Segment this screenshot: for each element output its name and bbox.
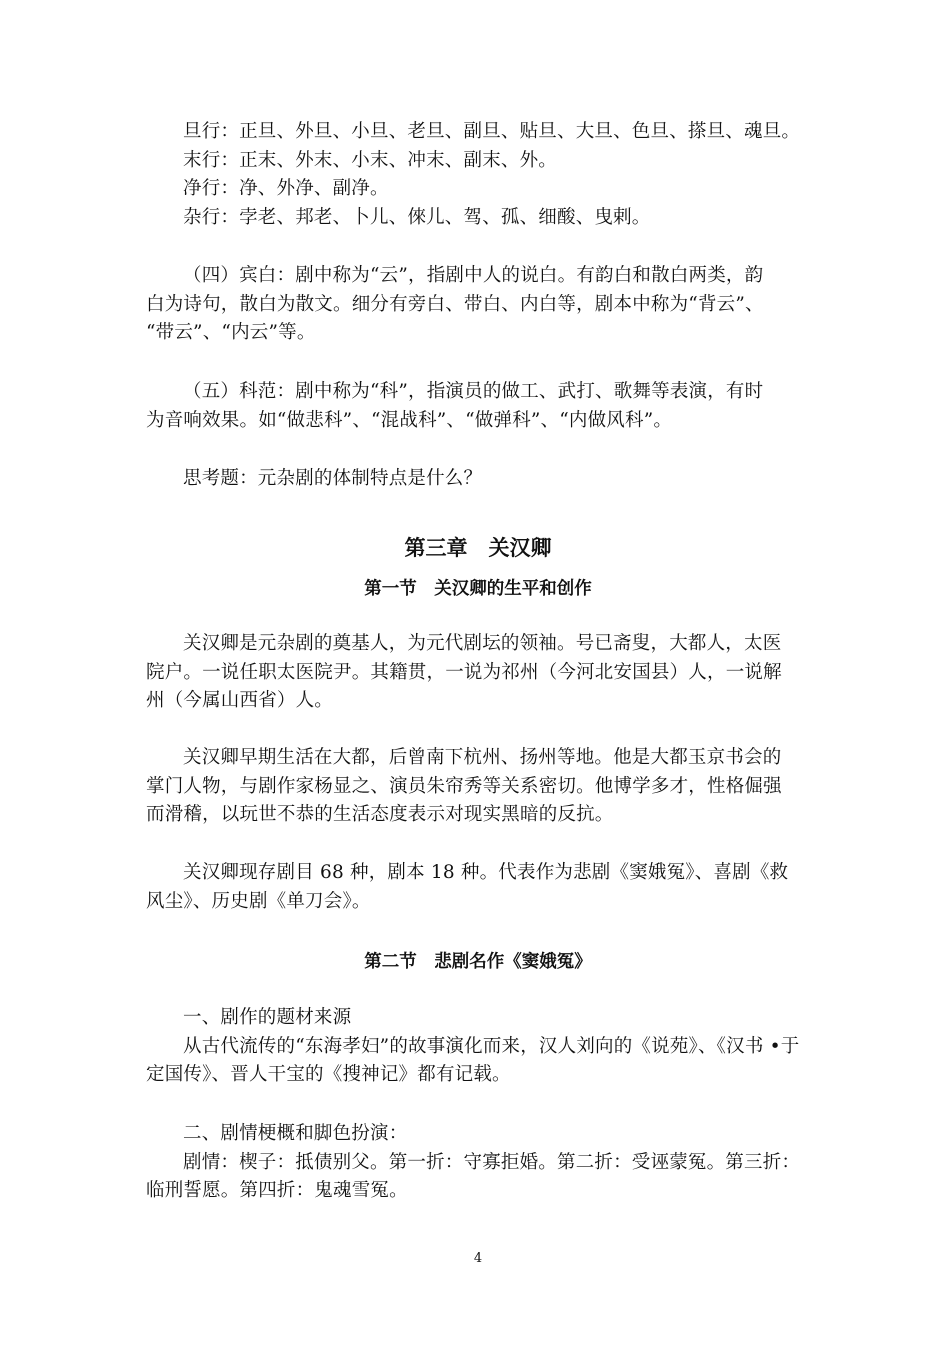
role-jing: 净行：净、外净、副净。 xyxy=(183,178,389,199)
role-dan: 旦行：正旦、外旦、小旦、老旦、副旦、贴旦、大旦、色旦、搽旦、魂旦。 xyxy=(183,121,801,142)
plot-section xyxy=(146,1120,810,1206)
binbai-line-1: （四）宾白：剧中称为“云”，指剧中人的说白。有韵白和散白两类，韵 xyxy=(183,265,764,286)
role-za: 杂行：孛老、邦老、卜儿、倈儿、驾、孤、细酸、曳剌。 xyxy=(183,206,651,228)
kefan-line-1: （五）科范：剧中称为“科”，指演员的做工、武打、歌舞等表演，有时 xyxy=(183,381,764,402)
source-line-2: 定国传》、晋人干宝的《搜神记》都有记载。 xyxy=(146,1064,511,1085)
kefan-paragraph xyxy=(146,378,810,435)
biography-paragraph xyxy=(146,630,810,716)
life-line-1: 关汉卿早期生活在大都，后曾南下杭州、扬州等地。他是大都玉京书会的 xyxy=(183,747,782,768)
life-paragraph xyxy=(146,744,810,830)
page-number: 4 xyxy=(473,1251,483,1266)
plot-line-2: 临刑誓愿。第四折：鬼魂雪冤。 xyxy=(146,1180,408,1201)
plot-heading: 二、剧情梗概和脚色扮演： xyxy=(183,1123,408,1144)
biography-line-2: 院户。一说任职太医院尹。其籍贯，一说为祁州（今河北安国县）人，一说解 xyxy=(146,661,782,683)
section-title-1: 第一节 关汉卿的生平和创作 xyxy=(364,579,592,599)
works-line-1: 关汉卿现存剧目 68 种，剧本 18 种。代表作为悲剧《窦娥冤》、喜剧《救 xyxy=(183,862,789,883)
binbai-line-3: “带云”、“内云”等。 xyxy=(146,322,316,343)
binbai-line-2: 白为诗句，散白为散文。细分有旁白、带白、内白等，剧本中称为“背云”、 xyxy=(146,293,764,315)
life-line-3: 而滑稽，以玩世不恭的生活态度表示对现实黑暗的反抗。 xyxy=(146,804,614,825)
study-question: 思考题：元杂剧的体制特点是什么？ xyxy=(183,468,483,489)
source-line-1: 从古代流传的“东海孝妇”的故事演化而来，汉人刘向的《说苑》、《汉书 •于 xyxy=(183,1035,800,1057)
chapter-title: 第三章 关汉卿 xyxy=(404,536,552,560)
role-list xyxy=(146,118,810,232)
biography-line-1: 关汉卿是元杂剧的奠基人，为元代剧坛的领袖。号已斋叟，大都人，太医 xyxy=(183,633,782,654)
role-mo: 末行：正末、外末、小末、冲末、副末、外。 xyxy=(183,149,558,171)
plot-line-1: 剧情：楔子：抵债别父。第一折：守寡拒婚。第二折：受诬蒙冤。第三折： xyxy=(183,1151,801,1173)
life-line-2: 掌门人物，与剧作家杨显之、演员朱帘秀等关系密切。他博学多才，性格倔强 xyxy=(146,775,782,797)
kefan-line-2: 为音响效果。如“做悲科”、“混战科”、“做弹科”、“内做风科”。 xyxy=(146,409,673,431)
binbai-paragraph xyxy=(146,262,810,348)
works-line-2: 风尘》、历史剧《单刀会》。 xyxy=(146,890,371,912)
source-heading: 一、剧作的题材来源 xyxy=(183,1007,352,1028)
section-title-2: 第二节 悲剧名作《窦娥冤》 xyxy=(364,952,592,972)
source-section xyxy=(146,1004,810,1090)
works-paragraph xyxy=(146,859,810,916)
biography-line-3: 州（今属山西省）人。 xyxy=(146,690,334,711)
